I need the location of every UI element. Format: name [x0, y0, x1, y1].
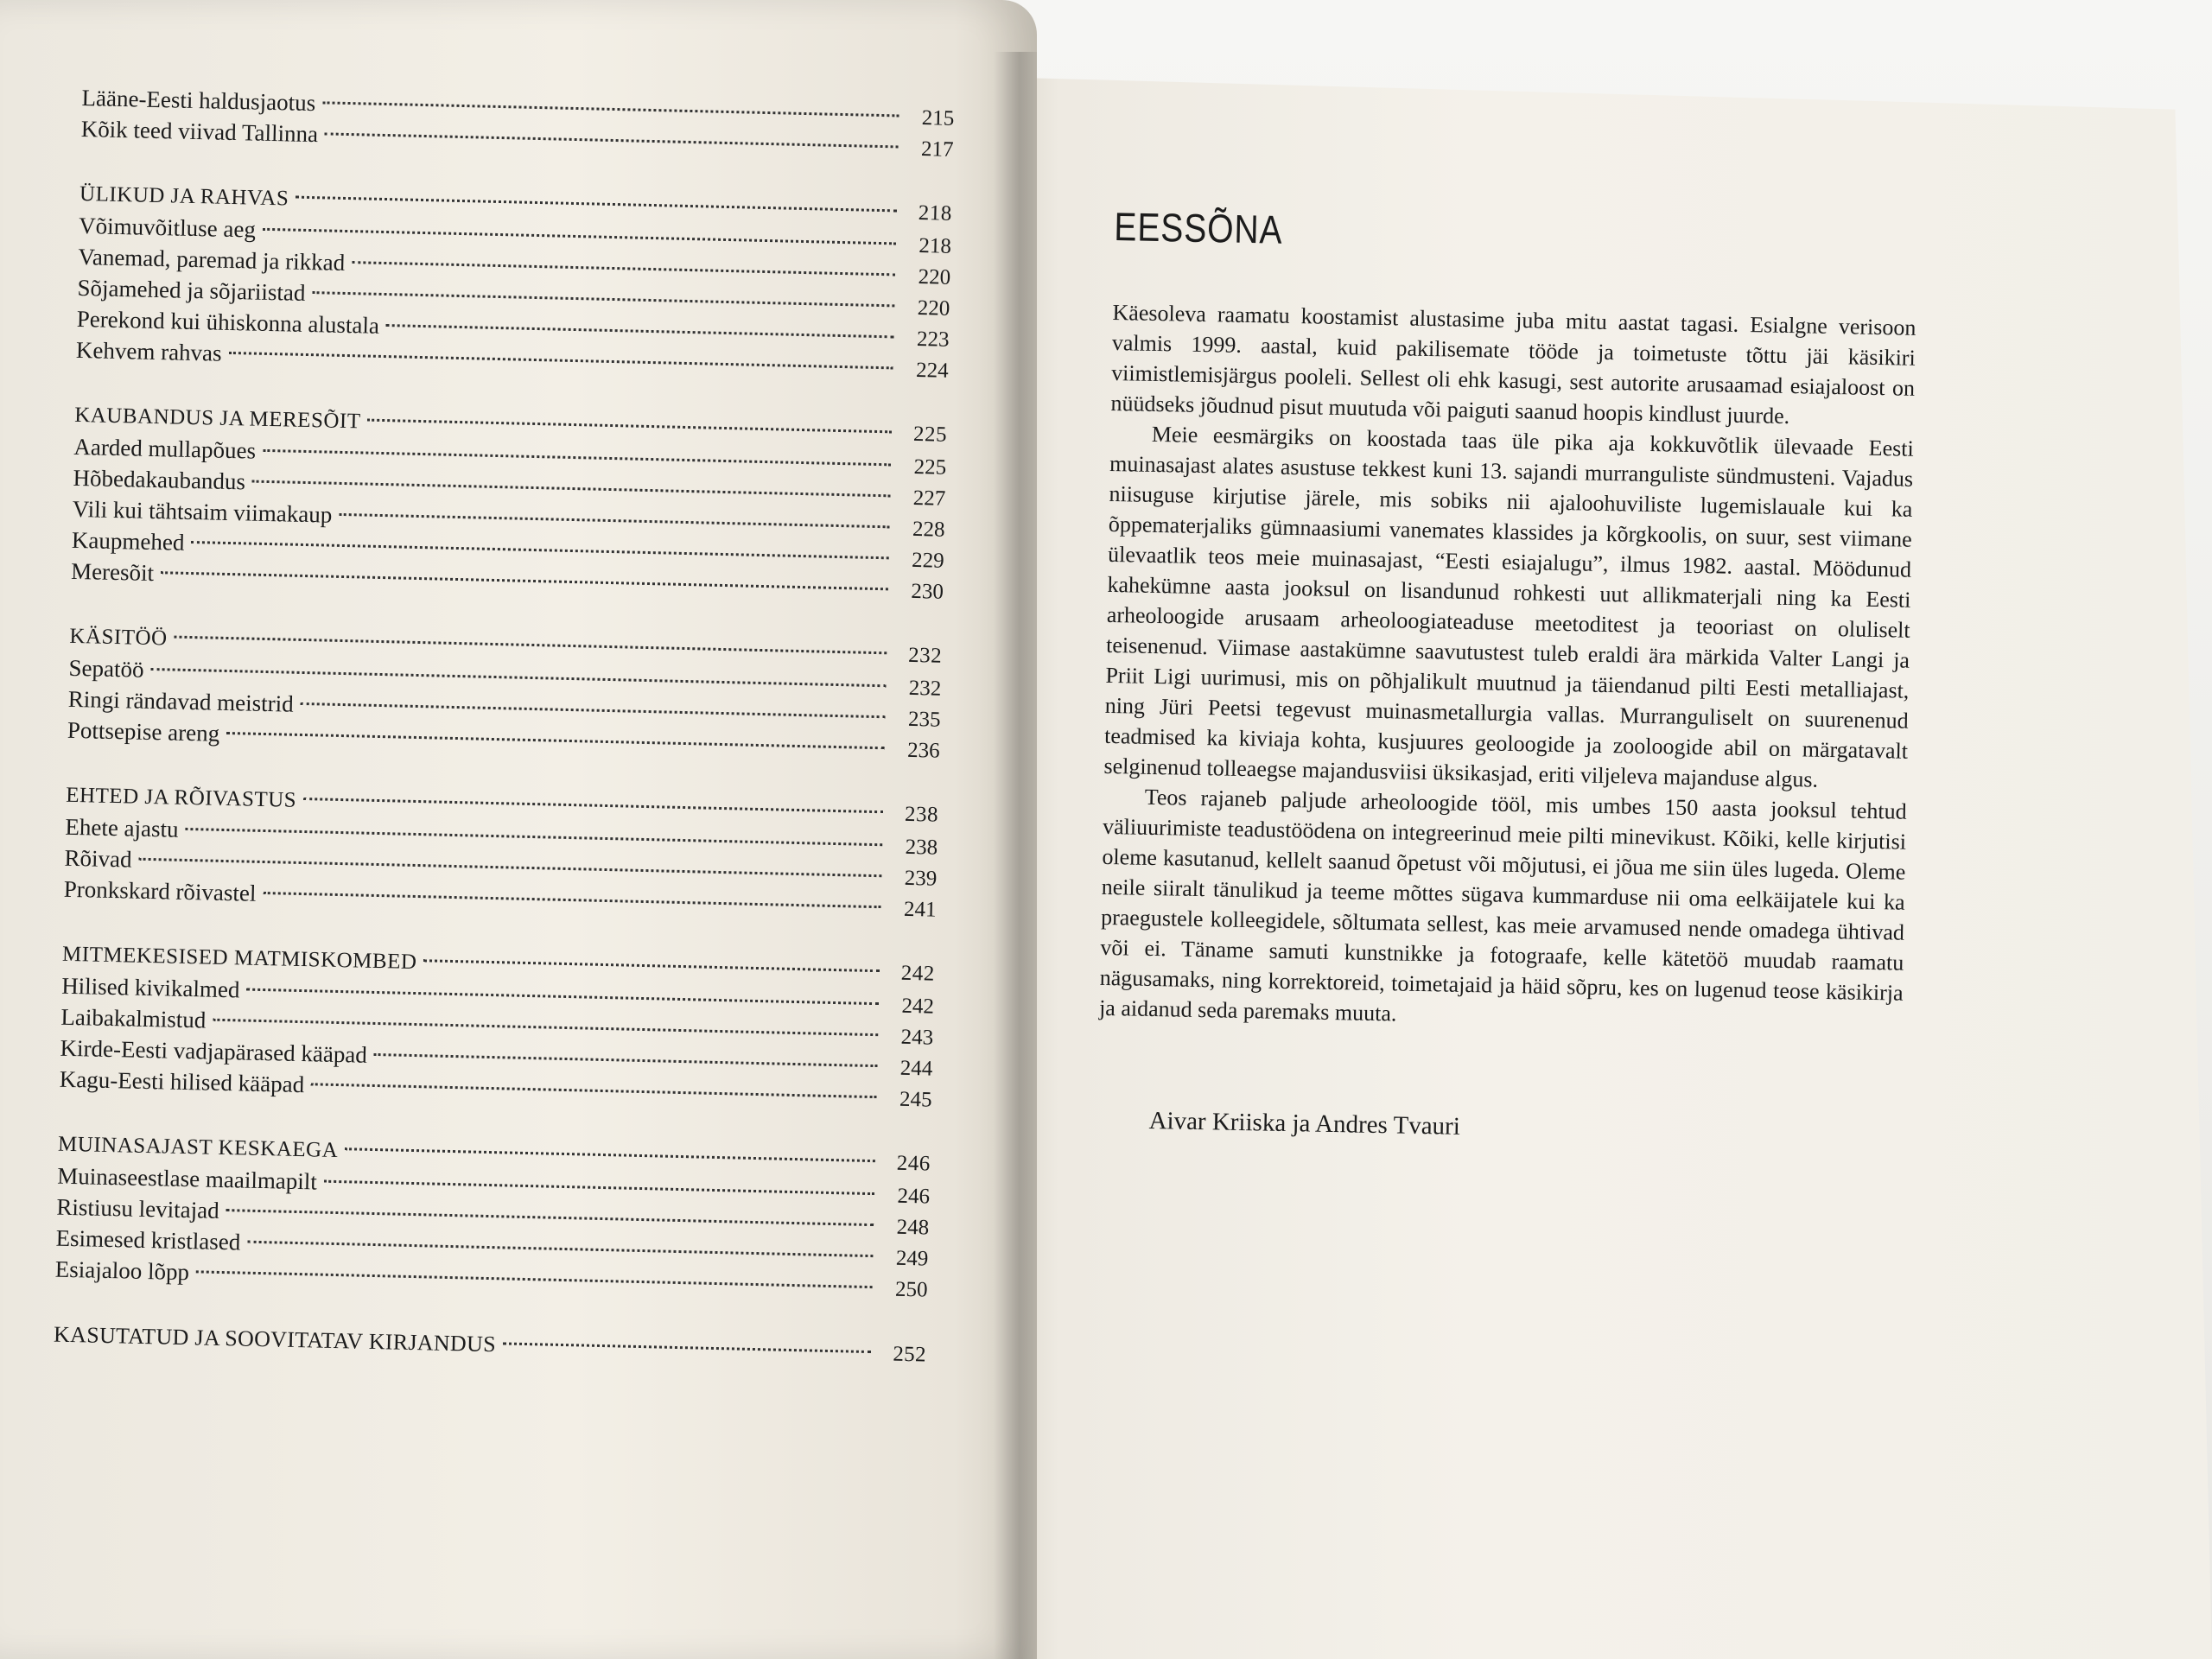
toc-page-number: 243 — [900, 1025, 934, 1050]
dot-leader — [196, 1270, 873, 1288]
toc-entry-title: Esiajaloo lõpp — [54, 1255, 190, 1286]
dot-leader — [423, 959, 879, 972]
toc-entry-title: Esimesed kristlased — [55, 1224, 241, 1255]
toc-entry-title: Kehvem rahvas — [75, 336, 222, 366]
dot-leader — [345, 1147, 875, 1162]
dot-leader — [226, 1209, 874, 1226]
toc-entry-title: Sõjamehed ja sõjariistad — [77, 274, 306, 306]
dot-leader — [311, 1083, 876, 1098]
toc-section — [63, 780, 938, 925]
dot-leader — [374, 1053, 878, 1067]
toc-entry-title: Hilised kivikalmed — [60, 972, 240, 1003]
toc-entry-title: Muinaseestlase maailmapilt — [56, 1162, 318, 1195]
toc-entry-title: Hõbedakaubandus — [73, 464, 246, 495]
dot-leader — [229, 352, 893, 369]
toc-entry-title: Ringi rändavad meistrid — [67, 685, 295, 717]
toc-entry-title: Perekond kui ühiskonna alustala — [76, 305, 380, 339]
dot-leader — [252, 480, 890, 498]
dot-leader — [303, 798, 883, 813]
toc-page-number: 223 — [916, 327, 950, 352]
toc-entry-title: Ehete ajastu — [65, 813, 179, 842]
dot-leader — [312, 291, 894, 307]
toc-entry-title: Sepatöö — [68, 654, 144, 683]
toc-entry-title: KÄSITÖÖ — [69, 624, 168, 651]
dot-leader — [226, 732, 885, 749]
toc-page-number: 238 — [904, 802, 939, 827]
toc-page-number: 236 — [906, 738, 940, 763]
dot-leader — [263, 228, 896, 245]
dot-leader — [352, 261, 895, 276]
toc-page-number: 228 — [912, 517, 945, 542]
dot-leader — [151, 668, 887, 687]
table-of-contents — [54, 82, 955, 1370]
preface-paragraph: Meie eesmärgiks on koostada taas üle pika aja kokkuvõtlik ülevaade Eesti muinasajast alates asustuse tekkest kuni 13. sajandi murranguliste sündmusteni. Vajadus niisuguse kirjutise järele, mis sobiks nii ajaloohuviliste lugemislauale kui ka õppematerjaliks gümnaasiumi vanemates klassides ja kõrgkoolis, on suur, sest viimane ülevaatlik teos meie muinasajast, “Eesti esiajalugu”, ilmus 1982. aastal. Möödunud kahekümne aasta jooksul on lisandunud rohkesti uut allikmaterjali ning ka Eesti arheoloogide arusaam arheoloogiateaduse meetoditest ja teooriast on oluliselt teisenenud. Viimase aastakümne saavutustest tuleb eraldi ära märkida Valter Langi ja Priit Ligi uurimusi, mis on põhjalikult muutnud ja täiendanud pilti Eesti metalliajast, ning Jüri Peetsi tegevust muinasmetallurgia vallas. Murranguliselt on suurenenud teadmised ka kiviaja kohta, kusjuures geoloogide ja zooloogide abil on märgatavalt selginenud tolleaegse majandusviisi üksikasjad, eriti viljeleva majanduse algus. — [1103, 421, 1914, 792]
toc-section — [54, 1129, 931, 1305]
toc-page-number: 242 — [901, 994, 935, 1019]
dot-leader — [296, 196, 897, 213]
preface-body — [1099, 297, 1916, 1039]
toc-page-number: 218 — [918, 200, 953, 226]
dot-leader — [247, 1241, 873, 1257]
toc-entry-title: Aarded mullapõues — [73, 433, 257, 464]
toc-entry-title: Laibakalmistud — [60, 1003, 207, 1033]
dot-leader — [246, 988, 879, 1006]
toc-page-number: 227 — [912, 486, 946, 511]
toc-page-number: 246 — [897, 1184, 931, 1209]
dot-leader — [175, 636, 887, 655]
toc-entry-title: Rõivad — [64, 844, 132, 873]
toc-entry-title: Kõik teed viivad Tallinna — [80, 115, 319, 148]
toc-page-number: 220 — [918, 265, 951, 289]
toc-entry-title: Kagu-Eesti hilised kääpad — [59, 1065, 305, 1098]
preface-paragraph: Käesoleva raamatu koostamist alustasime juba mitu aastat tagasi. Esialgne verisoon valmis 1999. aastal, kuid pakilisemate tööde ja toimetuste tõttu jäi käsikiri viimistlemisjärgus pooleli. Sellest oli ehk kasugi, sest autorite arusaamad esiajaloost on nüüdseks jõudnud pisut muutuda või paiguti saanud hoopis kindlust juurde. — [1110, 299, 1916, 429]
toc-entry-title: Meresõit — [70, 557, 155, 587]
toc-page-number: 252 — [893, 1342, 927, 1367]
toc-page-number: 235 — [907, 707, 941, 732]
toc-entry-title: EHTED JA RÕIVASTUS — [65, 783, 297, 812]
toc-entry-title: Pottsepise areng — [67, 716, 220, 747]
dot-leader — [161, 571, 888, 590]
book-gutter — [994, 52, 1037, 1659]
toc-page-number: 232 — [908, 676, 942, 701]
toc-section — [67, 621, 943, 766]
dot-leader — [322, 101, 899, 117]
dot-leader — [139, 858, 882, 878]
dot-leader — [325, 132, 899, 148]
toc-page-number: 246 — [896, 1151, 931, 1176]
toc-entry-title: KAUBANDUS JA MERESÕIT — [73, 403, 361, 434]
dot-leader — [503, 1342, 871, 1353]
toc-page-number: 215 — [921, 106, 955, 130]
toc-page-number: 250 — [894, 1277, 928, 1302]
toc-page-number: 244 — [899, 1056, 933, 1081]
toc-page-number: 225 — [912, 422, 948, 447]
toc-page-number: 239 — [904, 866, 938, 891]
dot-leader — [324, 1180, 874, 1195]
toc-entry-title: Pronkskard rõivastel — [63, 875, 257, 906]
toc-page-number: 224 — [915, 358, 949, 383]
toc-page-number: 217 — [920, 137, 954, 162]
toc-entry-title: Ristiusu levitajad — [56, 1193, 220, 1224]
toc-page-number: 218 — [918, 234, 952, 258]
toc-entry-title: ÜLIKUD JA RAHVAS — [79, 181, 289, 211]
toc-page-number: 220 — [917, 296, 950, 321]
toc-entry-title: Vanemad, paremad ja rikkad — [78, 243, 346, 276]
toc-page-number: 241 — [903, 897, 937, 922]
dot-leader — [213, 1019, 878, 1036]
dot-leader — [339, 513, 889, 528]
toc-page-number: 249 — [895, 1246, 929, 1271]
toc-page-number: 242 — [900, 961, 936, 986]
toc-entry-title: Vili kui tähtsaim viimakaup — [72, 495, 333, 528]
toc-section — [76, 179, 953, 385]
preface-signature: Aivar Kriiska ja Andres Tvauri — [1148, 1106, 1461, 1141]
toc-page-number: 238 — [905, 835, 938, 860]
toc-entry-title: KASUTATUD JA SOOVITATAV KIRJANDUS — [53, 1321, 497, 1357]
toc-page-number: 232 — [907, 643, 943, 668]
toc-entry-title: Võimuvõitluse aeg — [78, 212, 257, 243]
toc-section — [71, 400, 948, 607]
preface-paragraph: Teos rajaneb paljude arheoloogide tööl, mis umbes 150 aasta jooksul tehtud väliuurimiste teadustöödena on integreerinud meie pilti minevikust. Kõiki, kelle kirjutisi oleme kasutanud, kellelt saanud õpetust või mõjutusi, ei jõua me siin üles lugeda. Oleme neile siiralt tänulikud ja teeme mõttes sügava kummarduse nii oma eelkäijatele kui ka praegustele kolleegidele, sõltumata sellest, kas meie arvamused nende omadega ühtivad või ei. Täname samuti kunstnikke ja fotograafe, kelle kätetöö muudab raamatu nägusamaks, ning korrektoreid, toimetajaid ja häid sõpru, kes on lugenud teose käsikirja ja aidanud seda paremaks muuta. — [1098, 784, 1907, 1027]
toc-section — [59, 939, 935, 1115]
preface-title: EESSÕNA — [1113, 203, 1283, 252]
toc-page-number: 248 — [896, 1215, 930, 1240]
dot-leader — [368, 419, 893, 434]
toc-entry-title: MUINASAJAST KESKAEGA — [57, 1132, 339, 1163]
toc-entry-title: MITMEKESISED MATMISKOMBED — [61, 942, 417, 975]
dot-leader — [386, 324, 894, 338]
dot-leader — [263, 449, 891, 467]
toc-page-number: 225 — [913, 454, 947, 480]
toc-page-number: 245 — [899, 1087, 932, 1112]
dot-leader — [263, 892, 880, 908]
preface — [1096, 203, 1918, 1150]
toc-page-number: 229 — [911, 548, 944, 573]
dot-leader — [186, 828, 883, 846]
toc-page-number: 230 — [911, 579, 944, 604]
toc-entry-title: Kaupmehed — [71, 526, 185, 556]
dot-leader — [301, 702, 886, 718]
dot-leader — [191, 541, 888, 559]
toc-entry-title: Kirde-Eesti vadjapärased kääpad — [60, 1034, 368, 1068]
toc-entry-title: Lääne-Eesti haldusjaotus — [81, 84, 316, 117]
